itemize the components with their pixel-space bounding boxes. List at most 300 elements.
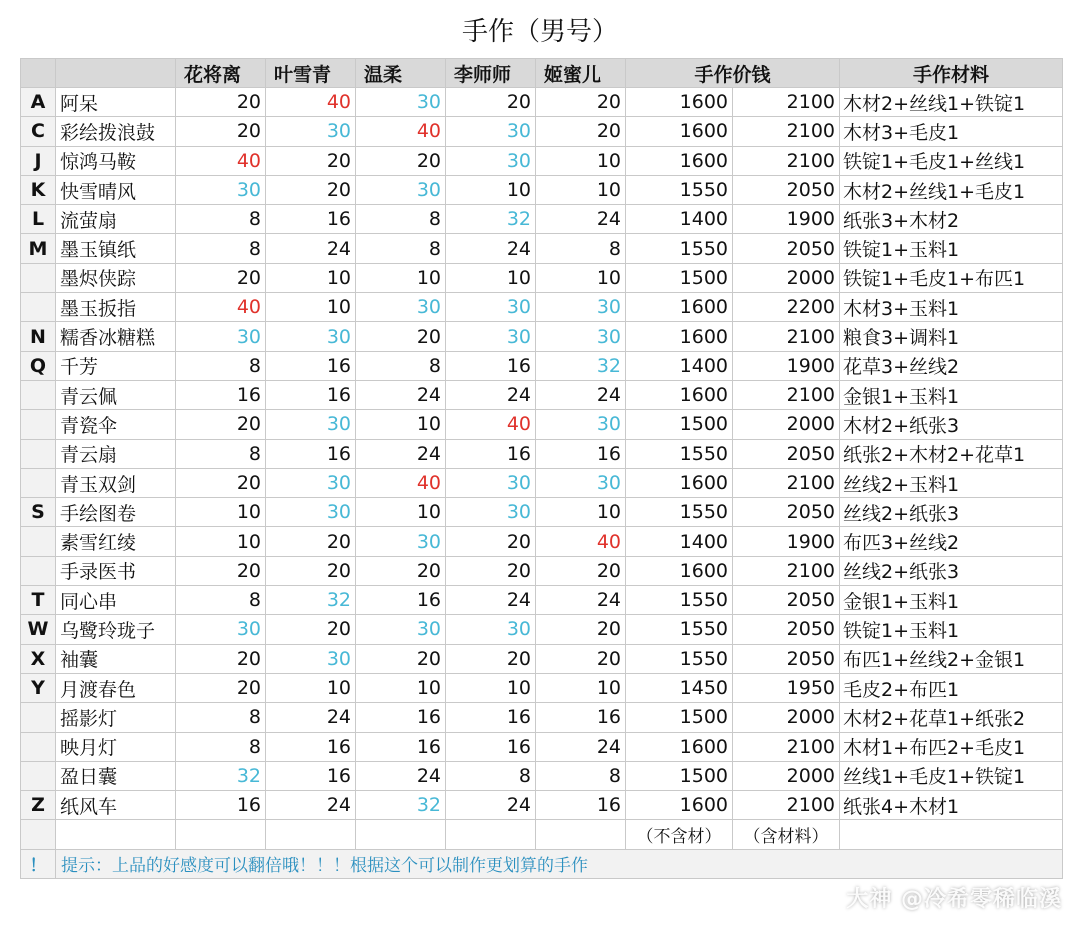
affinity-value: 20 xyxy=(176,263,266,292)
row-letter xyxy=(21,468,56,497)
affinity-value: 16 xyxy=(446,351,536,380)
affinity-value: 24 xyxy=(536,586,626,615)
affinity-value: 8 xyxy=(176,586,266,615)
affinity-value: 8 xyxy=(536,234,626,263)
price-without-material: 1400 xyxy=(626,205,733,234)
craft-name: 月渡春色 xyxy=(56,673,176,702)
table-row xyxy=(21,468,1063,497)
craft-name: 彩绘拨浪鼓 xyxy=(56,117,176,146)
affinity-value: 20 xyxy=(356,644,446,673)
header-col-4: 李师师 xyxy=(446,59,536,88)
craft-materials: 纸张4+木材1 xyxy=(840,791,1063,820)
affinity-value: 10 xyxy=(536,498,626,527)
affinity-value: 16 xyxy=(446,703,536,732)
tip-text: 提示：上品的好感度可以翻倍哦！！！根据这个可以制作更划算的手作 xyxy=(56,849,1063,878)
row-letter: N xyxy=(21,322,56,351)
affinity-value: 20 xyxy=(446,527,536,556)
affinity-value: 20 xyxy=(176,410,266,439)
affinity-value: 10 xyxy=(536,263,626,292)
table-row xyxy=(21,586,1063,615)
table-row xyxy=(21,263,1063,292)
affinity-value: 20 xyxy=(176,673,266,702)
price-without-material: 1550 xyxy=(626,439,733,468)
affinity-value: 20 xyxy=(266,146,356,175)
row-letter: M xyxy=(21,234,56,263)
price-without-material: 1600 xyxy=(626,322,733,351)
affinity-value: 8 xyxy=(176,703,266,732)
row-letter: T xyxy=(21,586,56,615)
price-with-material: 2050 xyxy=(733,498,840,527)
affinity-value: 20 xyxy=(176,644,266,673)
affinity-value: 16 xyxy=(356,732,446,761)
price-with-material: 2100 xyxy=(733,556,840,585)
craft-materials: 花草3+丝线2 xyxy=(840,351,1063,380)
row-letter: W xyxy=(21,615,56,644)
affinity-value: 20 xyxy=(176,117,266,146)
affinity-value: 20 xyxy=(536,556,626,585)
affinity-value: 30 xyxy=(176,615,266,644)
row-letter xyxy=(21,556,56,585)
header-col-5: 姬蜜儿 xyxy=(536,59,626,88)
affinity-value: 20 xyxy=(356,322,446,351)
affinity-value: 10 xyxy=(356,410,446,439)
price-without-material: 1500 xyxy=(626,761,733,790)
header-row xyxy=(21,59,1063,88)
row-letter xyxy=(21,380,56,409)
affinity-value: 16 xyxy=(446,439,536,468)
affinity-value: 10 xyxy=(536,673,626,702)
affinity-value: 32 xyxy=(266,586,356,615)
affinity-value: 30 xyxy=(446,615,536,644)
craft-name: 乌鹭玲珑子 xyxy=(56,615,176,644)
table-row xyxy=(21,791,1063,820)
craft-name: 同心串 xyxy=(56,586,176,615)
table-row xyxy=(21,673,1063,702)
note-empty-cell xyxy=(536,820,626,849)
table-row xyxy=(21,146,1063,175)
craft-name: 墨玉镇纸 xyxy=(56,234,176,263)
craft-table xyxy=(20,58,1063,879)
craft-name: 千芳 xyxy=(56,351,176,380)
row-letter: C xyxy=(21,117,56,146)
affinity-value: 30 xyxy=(536,322,626,351)
price-without-material: 1600 xyxy=(626,88,733,117)
affinity-value: 30 xyxy=(446,498,536,527)
affinity-value: 16 xyxy=(266,380,356,409)
craft-name: 手绘图卷 xyxy=(56,498,176,527)
price-without-material: 1600 xyxy=(626,146,733,175)
row-letter xyxy=(21,263,56,292)
craft-name: 惊鸿马鞍 xyxy=(56,146,176,175)
price-without-material: 1450 xyxy=(626,673,733,702)
affinity-value: 8 xyxy=(176,234,266,263)
affinity-value: 30 xyxy=(266,644,356,673)
row-letter xyxy=(21,703,56,732)
row-letter: J xyxy=(21,146,56,175)
affinity-value: 24 xyxy=(536,732,626,761)
price-with-material: 1900 xyxy=(733,527,840,556)
row-letter: A xyxy=(21,88,56,117)
price-without-material: 1400 xyxy=(626,351,733,380)
affinity-value: 20 xyxy=(536,88,626,117)
price-with-material: 2050 xyxy=(733,439,840,468)
price-without-material: 1550 xyxy=(626,234,733,263)
table-row xyxy=(21,175,1063,204)
craft-materials: 丝线2+纸张3 xyxy=(840,556,1063,585)
affinity-value: 24 xyxy=(446,791,536,820)
affinity-value: 30 xyxy=(266,410,356,439)
price-with-material: 2000 xyxy=(733,761,840,790)
affinity-value: 24 xyxy=(266,703,356,732)
table-row xyxy=(21,761,1063,790)
affinity-value: 16 xyxy=(176,791,266,820)
table-row xyxy=(21,703,1063,732)
note-empty-cell xyxy=(176,820,266,849)
affinity-value: 10 xyxy=(266,293,356,322)
affinity-value: 20 xyxy=(356,556,446,585)
affinity-value: 24 xyxy=(266,234,356,263)
craft-materials: 丝线2+纸张3 xyxy=(840,498,1063,527)
header-col-2: 叶雪青 xyxy=(266,59,356,88)
affinity-value: 20 xyxy=(536,644,626,673)
affinity-value: 30 xyxy=(446,146,536,175)
craft-materials: 铁锭1+毛皮1+丝线1 xyxy=(840,146,1063,175)
craft-name: 青玉双剑 xyxy=(56,468,176,497)
table-row xyxy=(21,410,1063,439)
affinity-value: 20 xyxy=(176,88,266,117)
affinity-value: 30 xyxy=(266,498,356,527)
craft-name: 盈日囊 xyxy=(56,761,176,790)
affinity-value: 20 xyxy=(446,88,536,117)
price-with-material: 2100 xyxy=(733,732,840,761)
price-with-material: 2100 xyxy=(733,791,840,820)
row-letter xyxy=(21,732,56,761)
affinity-value: 20 xyxy=(176,468,266,497)
price-without-material: 1600 xyxy=(626,556,733,585)
affinity-value: 20 xyxy=(446,644,536,673)
price-with-material: 1950 xyxy=(733,673,840,702)
row-letter: Q xyxy=(21,351,56,380)
header-price: 手作价钱 xyxy=(626,59,840,88)
price-with-material: 2100 xyxy=(733,88,840,117)
price-note-row xyxy=(21,820,1063,849)
price-without-material: 1500 xyxy=(626,410,733,439)
price-without-material: 1600 xyxy=(626,791,733,820)
affinity-value: 24 xyxy=(536,205,626,234)
affinity-value: 32 xyxy=(356,791,446,820)
affinity-value: 24 xyxy=(446,586,536,615)
table-row xyxy=(21,380,1063,409)
price-with-material: 2100 xyxy=(733,146,840,175)
price-with-material: 2050 xyxy=(733,586,840,615)
row-letter: L xyxy=(21,205,56,234)
price-without-material: 1550 xyxy=(626,644,733,673)
row-letter: K xyxy=(21,175,56,204)
affinity-value: 16 xyxy=(536,791,626,820)
craft-materials: 丝线2+玉料1 xyxy=(840,468,1063,497)
affinity-value: 8 xyxy=(356,234,446,263)
affinity-value: 20 xyxy=(266,615,356,644)
affinity-value: 10 xyxy=(266,673,356,702)
header-materials: 手作材料 xyxy=(840,59,1063,88)
craft-name: 墨玉扳指 xyxy=(56,293,176,322)
header-col-1: 花将离 xyxy=(176,59,266,88)
table-row xyxy=(21,439,1063,468)
row-letter xyxy=(21,439,56,468)
price-with-material: 2000 xyxy=(733,703,840,732)
row-letter xyxy=(21,410,56,439)
affinity-value: 30 xyxy=(356,175,446,204)
affinity-value: 20 xyxy=(176,556,266,585)
affinity-value: 20 xyxy=(446,556,536,585)
affinity-value: 16 xyxy=(266,351,356,380)
affinity-value: 16 xyxy=(536,703,626,732)
affinity-value: 30 xyxy=(446,117,536,146)
price-with-material: 2050 xyxy=(733,615,840,644)
header-letter-cell xyxy=(21,59,56,88)
affinity-value: 24 xyxy=(536,380,626,409)
price-with-material: 2100 xyxy=(733,117,840,146)
affinity-value: 30 xyxy=(266,117,356,146)
affinity-value: 30 xyxy=(446,468,536,497)
affinity-value: 16 xyxy=(536,439,626,468)
craft-materials: 铁锭1+玉料1 xyxy=(840,234,1063,263)
price-with-material: 2050 xyxy=(733,644,840,673)
affinity-value: 10 xyxy=(266,263,356,292)
price-without-material: 1550 xyxy=(626,498,733,527)
table-row xyxy=(21,88,1063,117)
tip-row xyxy=(21,849,1063,878)
row-letter xyxy=(21,761,56,790)
affinity-value: 20 xyxy=(536,615,626,644)
affinity-value: 8 xyxy=(176,351,266,380)
craft-materials: 纸张2+木材2+花草1 xyxy=(840,439,1063,468)
affinity-value: 16 xyxy=(176,380,266,409)
affinity-value: 30 xyxy=(266,322,356,351)
price-without-material: 1600 xyxy=(626,468,733,497)
affinity-value: 32 xyxy=(446,205,536,234)
craft-name: 纸风车 xyxy=(56,791,176,820)
craft-name: 袖囊 xyxy=(56,644,176,673)
affinity-value: 24 xyxy=(446,234,536,263)
affinity-value: 40 xyxy=(176,293,266,322)
craft-materials: 铁锭1+毛皮1+布匹1 xyxy=(840,263,1063,292)
affinity-value: 24 xyxy=(266,791,356,820)
note-empty-cell xyxy=(446,820,536,849)
price-note-without-material: （不含材） xyxy=(626,820,733,849)
price-with-material: 2050 xyxy=(733,175,840,204)
craft-materials: 木材3+毛皮1 xyxy=(840,117,1063,146)
affinity-value: 8 xyxy=(176,732,266,761)
craft-materials: 木材2+花草1+纸张2 xyxy=(840,703,1063,732)
craft-name: 青瓷伞 xyxy=(56,410,176,439)
tip-mark: ！ xyxy=(21,849,56,878)
table-row xyxy=(21,615,1063,644)
price-without-material: 1550 xyxy=(626,586,733,615)
affinity-value: 40 xyxy=(446,410,536,439)
affinity-value: 24 xyxy=(356,380,446,409)
price-without-material: 1500 xyxy=(626,703,733,732)
affinity-value: 40 xyxy=(356,117,446,146)
craft-materials: 布匹1+丝线2+金银1 xyxy=(840,644,1063,673)
price-with-material: 2100 xyxy=(733,380,840,409)
craft-materials: 金银1+玉料1 xyxy=(840,380,1063,409)
table-row xyxy=(21,234,1063,263)
price-without-material: 1600 xyxy=(626,732,733,761)
affinity-value: 8 xyxy=(176,439,266,468)
affinity-value: 10 xyxy=(536,146,626,175)
affinity-value: 16 xyxy=(266,439,356,468)
affinity-value: 20 xyxy=(536,117,626,146)
affinity-value: 16 xyxy=(356,703,446,732)
affinity-value: 10 xyxy=(536,175,626,204)
price-with-material: 2100 xyxy=(733,322,840,351)
header-name-cell xyxy=(56,59,176,88)
table-body xyxy=(21,88,1063,820)
affinity-value: 16 xyxy=(266,761,356,790)
table-row xyxy=(21,527,1063,556)
row-letter: Y xyxy=(21,673,56,702)
affinity-value: 30 xyxy=(356,527,446,556)
craft-name: 映月灯 xyxy=(56,732,176,761)
affinity-value: 16 xyxy=(266,205,356,234)
affinity-value: 24 xyxy=(356,439,446,468)
affinity-value: 10 xyxy=(446,175,536,204)
table-row xyxy=(21,205,1063,234)
table-row xyxy=(21,732,1063,761)
affinity-value: 8 xyxy=(536,761,626,790)
price-with-material: 2200 xyxy=(733,293,840,322)
affinity-value: 8 xyxy=(446,761,536,790)
affinity-value: 16 xyxy=(356,586,446,615)
affinity-value: 10 xyxy=(176,527,266,556)
craft-materials: 毛皮2+布匹1 xyxy=(840,673,1063,702)
affinity-value: 8 xyxy=(176,205,266,234)
table-row xyxy=(21,498,1063,527)
price-with-material: 2000 xyxy=(733,263,840,292)
row-letter: X xyxy=(21,644,56,673)
craft-name: 阿呆 xyxy=(56,88,176,117)
price-without-material: 1550 xyxy=(626,615,733,644)
affinity-value: 10 xyxy=(446,263,536,292)
table-row xyxy=(21,117,1063,146)
table-row xyxy=(21,293,1063,322)
price-with-material: 1900 xyxy=(733,205,840,234)
price-without-material: 1550 xyxy=(626,175,733,204)
craft-name: 流萤扇 xyxy=(56,205,176,234)
row-letter xyxy=(21,293,56,322)
price-without-material: 1600 xyxy=(626,293,733,322)
row-letter: S xyxy=(21,498,56,527)
affinity-value: 30 xyxy=(266,468,356,497)
affinity-value: 10 xyxy=(446,673,536,702)
craft-materials: 纸张3+木材2 xyxy=(840,205,1063,234)
affinity-value: 8 xyxy=(356,351,446,380)
craft-materials: 木材2+纸张3 xyxy=(840,410,1063,439)
note-empty-cell xyxy=(840,820,1063,849)
watermark: 大神 @冷希零稀临溪 xyxy=(846,887,1062,912)
affinity-value: 30 xyxy=(356,615,446,644)
craft-name: 素雪红绫 xyxy=(56,527,176,556)
affinity-value: 20 xyxy=(266,175,356,204)
craft-name: 快雪晴风 xyxy=(56,175,176,204)
craft-materials: 粮食3+调料1 xyxy=(840,322,1063,351)
affinity-value: 30 xyxy=(356,88,446,117)
affinity-value: 40 xyxy=(536,527,626,556)
note-empty-cell xyxy=(356,820,446,849)
affinity-value: 30 xyxy=(446,322,536,351)
page-title: 手作（男号） xyxy=(461,17,618,47)
craft-materials: 金银1+玉料1 xyxy=(840,586,1063,615)
craft-materials: 木材2+丝线1+毛皮1 xyxy=(840,175,1063,204)
affinity-value: 30 xyxy=(446,293,536,322)
affinity-value: 10 xyxy=(176,498,266,527)
affinity-value: 24 xyxy=(446,380,536,409)
affinity-value: 40 xyxy=(356,468,446,497)
craft-name: 摇影灯 xyxy=(56,703,176,732)
affinity-value: 32 xyxy=(536,351,626,380)
affinity-value: 40 xyxy=(266,88,356,117)
price-without-material: 1400 xyxy=(626,527,733,556)
affinity-value: 30 xyxy=(176,322,266,351)
row-letter xyxy=(21,527,56,556)
craft-materials: 木材2+丝线1+铁锭1 xyxy=(840,88,1063,117)
affinity-value: 30 xyxy=(176,175,266,204)
table-row xyxy=(21,644,1063,673)
craft-name: 糯香冰糖糕 xyxy=(56,322,176,351)
price-with-material: 2100 xyxy=(733,468,840,497)
affinity-value: 24 xyxy=(356,761,446,790)
note-empty-cell xyxy=(266,820,356,849)
craft-name: 手录医书 xyxy=(56,556,176,585)
price-without-material: 1600 xyxy=(626,117,733,146)
affinity-value: 16 xyxy=(266,732,356,761)
affinity-value: 30 xyxy=(356,293,446,322)
price-with-material: 1900 xyxy=(733,351,840,380)
affinity-value: 20 xyxy=(356,146,446,175)
craft-name: 青云扇 xyxy=(56,439,176,468)
craft-materials: 丝线1+毛皮1+铁锭1 xyxy=(840,761,1063,790)
table-row xyxy=(21,322,1063,351)
affinity-value: 32 xyxy=(176,761,266,790)
affinity-value: 40 xyxy=(176,146,266,175)
affinity-value: 20 xyxy=(266,527,356,556)
table-row xyxy=(21,351,1063,380)
affinity-value: 30 xyxy=(536,468,626,497)
affinity-value: 30 xyxy=(536,293,626,322)
affinity-value: 30 xyxy=(536,410,626,439)
note-letter-cell xyxy=(21,820,56,849)
affinity-value: 16 xyxy=(446,732,536,761)
affinity-value: 20 xyxy=(266,556,356,585)
price-with-material: 2050 xyxy=(733,234,840,263)
price-without-material: 1500 xyxy=(626,263,733,292)
craft-name: 青云佩 xyxy=(56,380,176,409)
craft-name: 墨烬侠踪 xyxy=(56,263,176,292)
header-col-3: 温柔 xyxy=(356,59,446,88)
craft-materials: 布匹3+丝线2 xyxy=(840,527,1063,556)
affinity-value: 10 xyxy=(356,673,446,702)
affinity-value: 10 xyxy=(356,498,446,527)
price-with-material: 2000 xyxy=(733,410,840,439)
row-letter: Z xyxy=(21,791,56,820)
craft-materials: 铁锭1+玉料1 xyxy=(840,615,1063,644)
craft-materials: 木材1+布匹2+毛皮1 xyxy=(840,732,1063,761)
craft-materials: 木材3+玉料1 xyxy=(840,293,1063,322)
price-without-material: 1600 xyxy=(626,380,733,409)
price-note-with-material: （含材料） xyxy=(733,820,840,849)
note-empty-cell xyxy=(56,820,176,849)
